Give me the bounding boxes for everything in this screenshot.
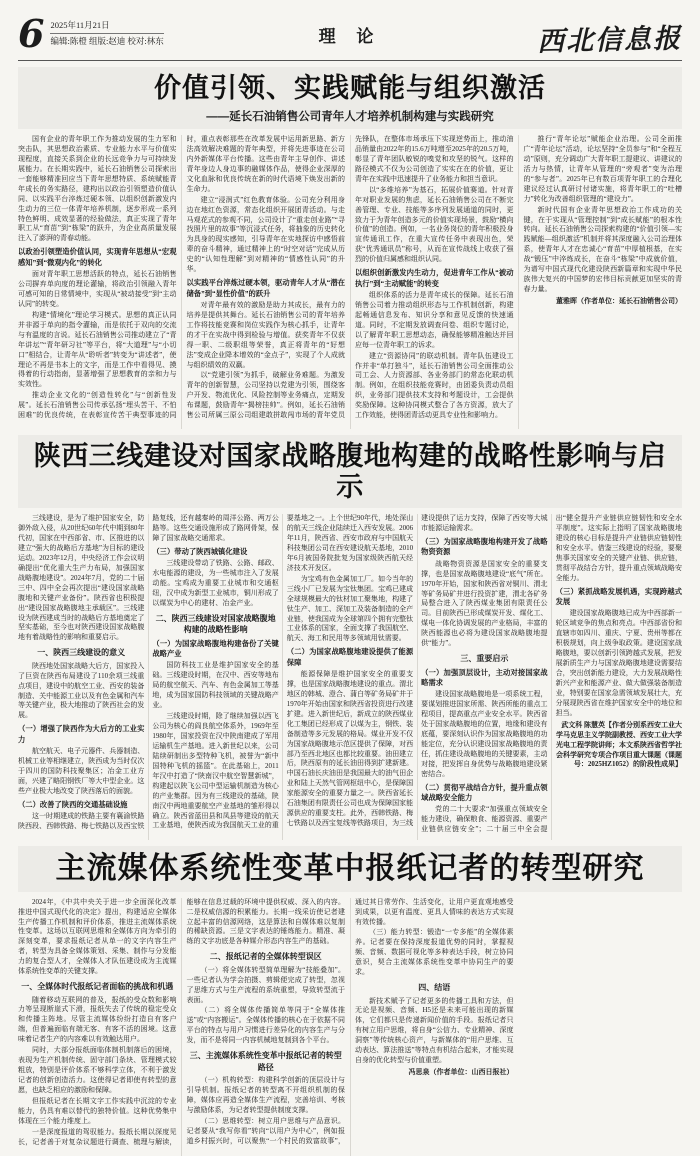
- paragraph: 面对青年职工思想活跃的特点，延长石油销售公司摒弃单向度的理论灌输，将政治引领融入青年可感可知的日常情境中，实现从“被动接受”到“主动认同”的转变。: [18, 270, 177, 308]
- section-heading: （三）为国家战略腹地构建开发了战略物资资源: [421, 537, 548, 557]
- paragraph: （三）能力转型：锻造“一专多能”的全媒体素养。记者要在保持深度报道优势的同时，掌握视频、音频、数据可视化等多种表达手段，树立协同意识，契合主流媒体系统性变革中协同生产的要求。: [355, 928, 514, 977]
- article-3-headband: [18, 846, 682, 892]
- paragraph: 构建“情境化”理论学习模式。思想的真正认同并非源于单向的指令灌输，而是依托于双向的交流与有温度的言说。延长石油销售公司推动建立了“青年讲坛”“青年研习社”等平台，将“大道理”与“小切口”相结合，让青年从“聆听者”转变为“讲述者”，使理论不再是书本上的文字，而是工作中看得见、摸得着的行动指南，显著增强了思想教育的亲和力与实效性。: [18, 310, 177, 389]
- section-heading: （一）为国家战略腹地构建备份了关键战略产业: [152, 638, 279, 659]
- paragraph: 建设国家战略腹地是一项系统工程，要谋划推进国家所需、陕西所能的重点工程项目，提高重点产业安全水平。陕西省处于国家战略腹地的位置，地缘和建设有底蕴，要深刻认识作为国家战略腹地的功能定位，充分认识建设国家战略腹地的责任，抓住建设战略腹地的关键要素，主动对接，把发挥自身优势与战略腹地建设紧密结合。: [421, 690, 548, 778]
- article-3-title: 主流媒体系统性变革中报纸记者的转型研究: [55, 852, 645, 886]
- section-heading: 以实践平台淬炼过硬本领，驱动青年人才从“潜在储备”到“显性价值”的跃升: [186, 278, 345, 298]
- paragraph: （二）思维转型：树立用户思维与产品意识。记者要从“我写你看”转向“以用户为中心”，例如报道乡村振兴时，可以聚焦“一个村民的致富故事”，通过其日常劳作、生活变化，让用户更直观地感受到成果，以更有温度、更具人情味的表达方式实现有效传播。: [186, 897, 514, 1145]
- paragraph: 同时，大部分报纸面临体制机制落后的困境，表现为生产机制传统、固守部门条块、管理模式较粗放，特别是评价体系不够科学立体，不利于激发记者的创新创造活力。这使得记者即使有转型的意愿，也缺乏相应的激励和保障。: [18, 1046, 177, 1094]
- paragraph: 随着移动互联网的普及，报纸的受众数和影响力等呈现断崖式下滑，报纸失去了传统的稳定受众和传播主阵地。尽管主流媒体纷纷打造自有客户端，但普遍面临有端无客、有客不活的困境。这意味着记者生产的内容难以有效触达用户。: [18, 995, 177, 1044]
- paragraph: 新技术赋予了记者更多的传播工具和方法，但无论是视频、音频、H5还是未来可能出现的新媒体，它们都只是传递新闻价值的手段。报纸记者只有树立用户思维，将自身“公信力、专业精神、深度洞察”等传统核心资产，与新媒体的“用户思维、互动表达、算法推送”等特点有机结合起来，才能实现自身的优化转型与价值重塑。: [355, 996, 514, 1065]
- section-heading: （二）为国家战略腹地建设提供了能源保障: [286, 647, 414, 667]
- section-heading: 以政治引领塑造价值认同，实现青年思想从“宏观感知”到“微观内化”的转化: [18, 247, 177, 267]
- article-3: [18, 846, 682, 1156]
- section-heading: （三）带动了陕西城镇化建设: [152, 546, 248, 556]
- staff-credits: 编辑:陈橙 组版:赵迪 校对:林东: [50, 36, 164, 46]
- section-heading: 一、陕西三线建设的意义: [37, 648, 126, 658]
- paragraph: 但报纸记者在长期文字工作实践中沉淀的专业能力，仍具有难以替代的独特价值。这种优势集中体现在三个能力维度上。: [18, 1096, 177, 1125]
- paragraph: 推动企业文化的“创造性转化”与“创新性发展”。延长石油销售公司传承弘扬“埋头苦干、不怕困难”的优良传统，在表彰宣传苦干典型事迹的同时，重点表彰那些在改革发展中运用新思路、新方法高效解决难题的青年典型，并将先进事迹在公司内外新媒体平台传播。这些由青年主导创作、讲述青年身边人身边事的融媒体作品，使得企业深厚的文化血脉和优良传统在新的时代语境下焕发出新的生命力。: [18, 135, 345, 420]
- section-heading: 二、报纸记者的全媒体转型误区: [209, 952, 322, 962]
- section-heading: （一）加强顶层设计，主动对接国家战略需求: [421, 667, 548, 687]
- paragraph: 三线建设，是为了维护国家安全，防御外敌入侵，从20世纪60年代中期到80年代初，国家在中西部省、市、区推进的以建立“强大的战略后方基地”为目标的建设运动。2023年12月，中央经济工作会议明确提出“优化重大生产力布局，加强国家战略腹地建设”。2024年7月，党的二十届三中、四中全会再次提出“建设国家战略腹地和关键产业备份”。陕西省也积极提出“建设国家战略腹地主承载区”。三线建设为陕西建成当时的战略后方基地奠定了坚实基础，至今也对陕西建设国家战略腹地有着战略性的影响和重要启示。: [18, 514, 145, 642]
- article-2-body: [18, 514, 682, 840]
- article-1-body: [18, 135, 682, 429]
- paragraph: 组织体系的活力是青年成长的保障。延长石油销售公司着力推动组织形态与工作机制创新，构建起畅通信息发布、知识分享和意见反馈的快速通道。同时，不定期发放调查问卷、组织专题讨论，以了解青年职工思想动态，确保能够精准触达并回应每一位青年职工的诉求。: [355, 290, 514, 349]
- paragraph: 建立“资源协同”的联动机制。青年队伍建设工作并非“单打独斗”，延长石油销售公司全面推动公司工会、人力资源部、各业务部门的常态化联动机制。例如，在组织技能竞赛时，由团委负责动员组织，业务部门提供技术支持和考题设计，工会提供奖励保障。这种协同模式整合了各方资源，放大了工作效能，使得团青活动更具专业性和影响力。: [355, 351, 514, 420]
- paragraph: 三线建设带动了铁路、公路、邮政、水电能源的建设，为一些城市注入了发展动能。宝鸡成为重要工业城市和交通枢纽，汉中成为新型工业城市，铜川形成了以煤炭为中心的建材、冶金产业。: [152, 559, 279, 608]
- section-title: 理 论: [318, 27, 382, 46]
- paragraph: 推行“青年论坛”赋能企业治理。公司全面推广“青年论坛”活动，论坛坚持“全员参与”和“全程互动”原则，充分调动广大青年职工提建议、讲建议的活力与热情，让青年从管理的“旁观者”变为治理的“参与者”。2025年已有数百项青年职工的合理化建议经过认真研讨付诸实施，将青年职工的“吐槽力”转化为改善组织管理的“建设力”。: [523, 135, 682, 203]
- paragraph: 国有企业的青年职工作为推动发展的生力军和突击队，其思想政治素质、专业能力水平与价值实现程度，直接关系到企业的长远竞争力与可持续发展能力。在长期实践中，延长石油销售公司探索出一套能够精准回应当下青年思想特质、系统赋能青年成长的务实路径，建构出以政治引领塑造价值认同、以实践平台淬炼过硬本领、以组织创新激发内生动力的三位一体青年培养机制，逐步形成一系列特色鲜明、成效显著的经验做法，真正实现了青年职工从“育苗”到“栋梁”的跃升，为企业高质量发展注入了澎湃的青春动能。: [18, 135, 177, 243]
- paragraph: （一）将全媒体转型简单理解为“技能叠加”。一些记者认为学会拍摄、剪辑便完成了转型，忽视了思维方式与生产流程的系统重塑，导致转型流于表面。: [186, 965, 345, 1004]
- paragraph: 以“党建引领”为抓手，破解业务难题。为激发青年的创新智慧，公司坚持以党建为引领，围绕客户开发、物流优化、风险控制等业务痛点，定期发布课题，鼓励青年“揭榜挂帅”。例如，延长石油销售公司所属三原公司组建敢拼敢闯市场的青年党员先锋队，在整体市场承压下实现逆势而上，推动油品销量由2022年的15.6万吨增至2025年的20.5万吨，彰显了青年团队敏锐的嗅觉和攻坚的锐气。这样的路径模式不仅为公司创造了实实在在的价值，更让青年在实践中迅速提升了业务能力和担当意识。: [186, 135, 514, 420]
- paragraph: 建设国家战略腹地已成为中西部新一轮区域竞争的焦点和亮点。中西部省份和直辖市如四川、重庆、宁夏、贵州等都在积极规划，向上级争取政策。建设国家战略腹地，要以创新引领跨越式发展，把发展新质生产力与国家战略腹地建设需要结合，突出创新能力建设，大力发展战略性新兴产业和能源产业、做大做强装备制造业，特别要在国家急需领域发展壮大，充分展现陕西省在维护国家安全中的地位和担当。: [555, 609, 682, 717]
- article-1-title: 价值引领、实践赋能与组织激活: [154, 73, 546, 103]
- paragraph: 国防科技工业是维护国家安全的基础。三线建设时期，在汉中、西安等地布局的航空航天、汽车、有色金属加工等基地，成为国家国防科技领域的关键战略产业。: [152, 661, 279, 710]
- section-heading: 以组织创新激发内生动力，促进青年工作从“被动执行”到“主动赋能”的转变: [355, 268, 514, 288]
- article-2-headband: [18, 435, 682, 508]
- byline: 武文科 陈慧英【作者分别系西安工业大学马克思主义学院副教授、西安工业大学光电工程学院讲师；本文系陕西省哲学社会科学研究专项合作项目重大课题（课题号：2025HZ1052）的阶段性成果】: [555, 720, 682, 769]
- masthead: [18, 11, 683, 61]
- paragraph: （一）机构转型：构建科学创新的顶层设计与引导机制。报纸记者的转型离不开组织机制的保障，媒体应再造全媒体生产流程，完善培训、考核与激励体系，为记者转型提供制度支撑。: [186, 1075, 345, 1114]
- section-heading: （二）贯彻平战结合方针，提升重点领域战略安全能力: [421, 782, 548, 803]
- section-heading: （二）改善了陕西的交通基础设施: [18, 799, 128, 809]
- section-heading: 三、重要启示: [460, 654, 509, 664]
- issue-date: 2025年11月21日: [50, 20, 163, 34]
- paragraph: 能源保障是维护国家安全的重要支撑，也是国家战略腹地建设的重点。渭北地区的韩城、澄合、蒲白等矿务局矿井于1970年开始由国家和陕西省投资进行改建扩建。进入新世纪后，新成立的陕西煤业化工集团已经形成了以煤为主，钢铁、装备制造等多元发展的格局。煤业开发不仅为国家战略腹地示范区提供了保障，对西部乃至西北地区也都比较重要。油田建立后，陕西原有的延长油田得到扩建新建。中国石油长庆油田是我国最大的油气田企业和陆上天然气管网枢纽中心，是保障国家能源安全的重要力量之一。陕西省延长石油集团有限责任公司也成为保障国家能源供应的重要支柱。此外，西韩铁路、梅七铁路以及西宝复线等铁路项目，为三线建设提供了运力支持，保障了西安等大城市能源运输需求。: [286, 514, 548, 828]
- section-heading: （三）紧抓战略发展机遇，实现跨越式发展: [555, 586, 682, 607]
- section-heading: （一）增强了陕西作为大后方的工业实力: [18, 724, 145, 744]
- paragraph: 航空航天、电子元器件、兵器制造、机械工业等相继建立，陕西成为当时仅次于四川的国防科技聚集区；冶金工业方面，兴建了略阳钢铁厂等大中型企业。这些产业极大地改变了陕西落后的面貌。: [18, 747, 145, 795]
- paragraph: 新时代国有企业青年思想政治工作成功的关键，在于实现从“管理控制”到“成长赋能”的根本性转向。延长石油销售公司探索构建的“价值引领—实践赋能—组织激活”机制并将其深度融入公司治理体系，使青年人才在忠诚心“育苗”中厚植根基，在实战“锻压”中淬炼成长，在奋斗“栋梁”中成就价值，为谱写中国式现代化建设陕西新篇章和实现中华民族伟大复兴的中国梦的宏伟目标贡献更加坚实的青春力量。: [523, 205, 682, 294]
- article-2: [18, 435, 682, 840]
- byline: 冯思泉（作者单位：山西日报社）: [408, 1068, 514, 1077]
- article-1-subtitle: ——延长石油销售公司青年人才培养机制构建与实践研究: [206, 111, 494, 124]
- section-heading: 一、全媒体时代报纸记者面临的挑战和机遇: [21, 982, 174, 992]
- paragraph: 2024年，《中共中央关于进一步全面深化改革 推进中国式现代化的决定》提出，构建适应全媒体生产传播工作机制和评价体系，推进主流媒体系统性变革。这场以互联网思维和全媒体方向为牵引的深刻变革，要求报纸记者从单一的文字内容生产者，转型为具备全媒体策划、采集、制作与分发能力的复合型人才，全媒体人才队伍建设成为主流媒体系统性变革的关键支撑。: [18, 897, 177, 976]
- paragraph: 为宝鸡有色金属加工厂。如今当年的三线小厂已发展为宝钛集团。宝鸡已建成全球规模最大的钛材加工聚集地，构建了钛生产、加工、深加工及装备制造的全产业链，使我国成为全球第四个拥有完整钛工业体系的国家，全面支撑了我国航空、航天、海工和民用等多领域用钛需要。: [286, 574, 414, 643]
- article-1-headband: [18, 67, 682, 129]
- page-number: 6: [18, 11, 45, 56]
- paragraph: 对青年最有效的激励是助力其成长，最有力的培养是提供其舞台。延长石油销售公司的青年培养工作将技能竞赛和岗位实践作为核心抓手，让青年的才干在实战中得到检验与增值。获奖青年不仅获得一职、二级职组等荣誉，真正将青年的“好想法”变成企业降本增效的“金点子”，实现了个人成就与组织绩效的双赢。: [186, 300, 345, 369]
- paragraph: 这一时期建成的铁路主要有襄渝铁路陕西段、西韩铁路、梅七铁路以及西宝铁路复线，还有越秦岭的周洋公路、两万公路等。这些交通设施形成了路网骨架，保障了国家战略交通需求。: [18, 514, 279, 831]
- section-heading: 二、陕西三线建设对国家战略腹地构建的战略性影响: [155, 614, 276, 635]
- paragraph: 陕西地处国家战略大后方，国家投入了巨资在陕西布局建设了110余项三线重点项目，建设中的航空工业、西安的装备制造、关中能源工业以及有色金属和汽车等关键产业，极大地推动了陕西社会的发展。: [18, 661, 145, 720]
- section-heading: 四、结语: [418, 983, 451, 993]
- section-heading: 三、主流媒体系统性变革中报纸记者的转型路径: [189, 1051, 342, 1072]
- paragraph: 以“多维培养”为基石，拓展价值赛道。针对青年对职业发展的焦虑，延长石油销售公司在不断完善管理、专业、技能等多序列发展通道的同时，更致力于为青年创造多元的价值实现场景，鼓励“横向价值”的创造。例如，一名业务岗位的青年积极投身宣传通讯工作，在重大宣传任务中表现出色，荣获“优秀通讯员”称号，从而在宣传战线上收获了强烈的价值归属感和组织认同。: [355, 185, 514, 264]
- article-1: [18, 67, 682, 429]
- paragraph: 战略物资资源是国家安全的重要支撑，也是国家战略腹地建设“底气”所在。1970年开始，国家和陕西省对铜川、渭北等矿务局矿井进行投资扩建，渭北各矿务局整合进入了陕西煤业集团有限责任公司。目前陕西已形成煤炭开发、煤化工、煤电一体化协调发展的产业格局，丰富的陕西能源也必将为建设国家战略腹地提供“能力”。: [421, 559, 548, 648]
- article-3-body: [18, 898, 682, 1156]
- paragraph: 党的二十大要求“加强重点领域安全能力建设，确保粮食、能源资源、重要产业链供应链安全”；二十届三中全会提出“健全提升产业链供应链韧性和安全水平制度”。这实际上指明了国家战略腹地建设的核心目标是提升产业链供应链韧性和安全水平。借鉴三线建设的经验，要聚焦事关国家安全的关键产业链、供应链，贯彻平战结合方针，提升重点领域战略安全能力。: [421, 514, 682, 834]
- article-2-title: 陕西三线建设对国家战略腹地构建的战略性影响与启示: [33, 441, 667, 503]
- paragraph: （二）将全媒体传播简单等同于“全媒体推送”或“内容搬运”。全媒体传播的核心在于依据不同平台的特点与用户习惯进行差异化的内容生产与分发，而不是将同一内容机械地复制到各个平台。: [186, 1006, 345, 1045]
- paragraph: 建立“浸润式”红色教育体验。公司充分利用身边在地红色资源，常态化组织开展团青活动。与走马观花式的参观不同，公司设计了“重走创业路”“寻找照片里的故事”等沉浸式任务，将抽象的历史转化为具身的现实感知，引导青年在实地探访中感悟前辈的奋斗精神，通过精神上的“时空对话”完成从历史的“认知性理解”到对精神的“情感性认同”的升华。: [186, 195, 345, 274]
- byline: 董雅晖（作者单位：延长石油销售公司）: [556, 297, 682, 306]
- paragraph: 三线建设时期，除了继续加强以西飞公司为核心的阎良航空体系外，1969年至1980年，国家投资在汉中陕南建成了军用运输机生产基地。进入新世纪以来，公司陆续研制出多型特种飞机，被誉为“新中国特种飞机的摇篮”。在此基础上，2011年汉中打造了“陕南汉中航空智慧新城”，构建起以陕飞公司中型运输机制造为核心的产业集群。因为有三线建设的基础，陕南汉中两地重要航空产业基地的雏形得以确立。陕西省蓝田县和凤县等建设的航天工业基地，使陕西成为我国航天工业的重要基地之一。上个世纪90年代，地处深山的航天三线企业陆续迁入西安发展。2006年11月，陕西省、西安市政府与中国航天科技集团公司在西安建设航天基地，2010年6月被国务院批复为国家级陕西航天经济技术开发区。: [152, 514, 414, 830]
- newspaper-name: 西北信息报: [536, 23, 683, 58]
- paragraph: 一是深度报道的驾驭能力。报纸长期以深度见长，记者善于对复杂议题进行调查、梳理与解读，能够在信息过载的环境中提供权威、深入的内容。二是权威信源的积累能力。长期一线采访使记者建立起丰富的信源网络，这是算法和自媒体难以复制的稀缺资源。三是文字表达的锤炼能力。精准、凝练的文字功底是各种媒介形态内容生产的基础。: [18, 897, 345, 1146]
